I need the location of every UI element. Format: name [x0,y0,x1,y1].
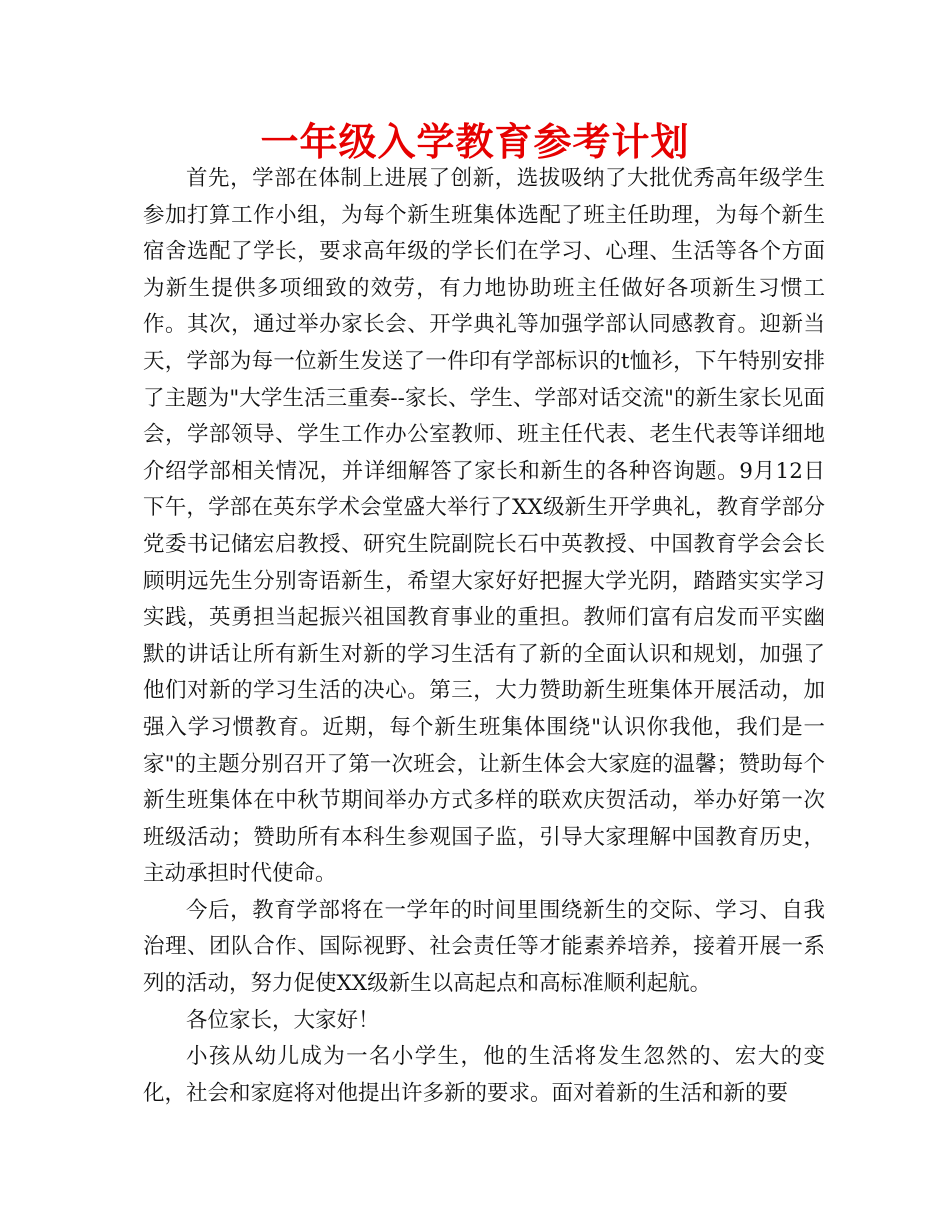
paragraph: 今后，教育学部将在一学年的时间里围绕新生的交际、学习、自我治理、团队合作、国际视野、社会责任等才能素养培养，接着开展一系列的活动，努力促使XX级新生以高起点和高标准顺利起航。 [143,897,825,997]
paragraph: 各位家长，大家好！ [186,1007,380,1033]
document-title: 一年级入学教育参考计划 [260,120,690,164]
paragraph: 首先，学部在体制上进展了创新，选拔吸纳了大批优秀高年级学生参加打算工作小组，为每个新生班集体选配了班主任助理，为每个新生宿舍选配了学长，要求高年级的学长们在学习、心理、生活等各个方面为新生提供多项细致的效劳，有力地协助班主任做好各项新生习惯工作。其次，通过举办家长会、开学典礼等加强学部认同感教育。迎新当天，学部为每一位新生发送了一件印有学部标识的t恤衫，下午特别安排了主题为"大学生活三重奏--家长、学生、学部对话交流"的新生家长见面会，学部领导、学生工作办公室教师、班主任代表、老生代表等详细地介绍学部相关情况，并详细解答了家长和新生的各种咨询题。9月12日下午，学部在英东学术会堂盛大举行了XX级新生开学典礼，教育学部分党委书记储宏启教授、研究生院副院长石中英教授、中国教育学会会长顾明远先生分别寄语新生，希望大家好好把握大学光阴，踏踏实实学习实践，英勇担当起振兴祖国教育事业的重担。教师们富有启发而平实幽默的讲话让所有新生对新的学习生活有了新的全面认识和规划，加强了他们对新的学习生活的决心。第三，大力赞助新生班集体开展活动，加强入学习惯教育。近期，每个新生班集体围绕"认识你我他，我们是一家"的主题分别召开了第一次班会，让新生体会大家庭的温馨；赞助每个新生班集体在中秋节期间举办方式多样的联欢庆贺活动，举办好第一次班级活动；赞助所有本科生参观国子监，引导大家理解中国教育历史，主动承担时代使命。 [143,166,825,887]
paragraph: 小孩从幼儿成为一名小学生，他的生活将发生忽然的、宏大的变化，社会和家庭将对他提出许多新的要求。面对着新的生活和新的要 [143,1044,825,1106]
document-body [143,161,825,1112]
